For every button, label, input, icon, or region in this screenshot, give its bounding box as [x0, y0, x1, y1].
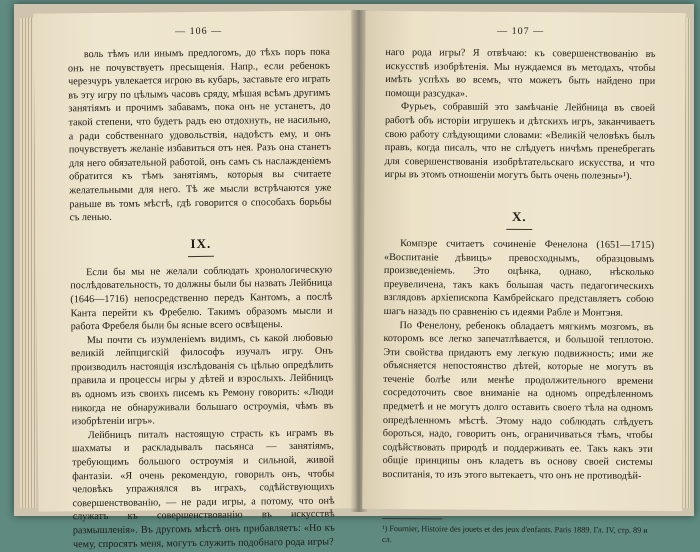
open-book — [14, 4, 694, 550]
footnote-rule — [382, 518, 442, 519]
section-heading: X. — [511, 208, 527, 224]
section-heading: IX. — [190, 235, 212, 251]
paragraph: Компэре считаетъ сочиненіе Фенелона (1651—1715) «Воспитаніе дѣвицъ» превосходнымъ, образцовымъ произведеніемъ. Это оцѣнка, однако, нѣсколько преувеличена, такъ какъ большая часть педагогическихъ взглядовъ архіепископа Камбрейскаго представляетъ собою шагъ назадъ по сравненію съ идеями Рабле и Монтэня. — [383, 238, 655, 319]
footnote-text: ¹) Fournier, Histoire des jouets et des jeux d'enfants. Paris 1889. Гл. IV, стр. 89 и сл. — [382, 523, 648, 544]
right-page-content — [382, 25, 656, 546]
paragraph: По Фенелону, ребенокъ обладаетъ мягкимъ мозгомъ, въ которомъ все легко запечатлѣвается, и большой теплотою. Эти свойства придаютъ ему легкую подвижность; ими же объясняется непостоянство дѣтей, которые не могутъ въ теченіе болѣе или менѣе продолжительного времени сосредоточить свое вниманіе на одномъ опредѣленномъ предметѣ и не могутъ долго оставить своего тѣла на одномъ опредѣленномъ мѣстѣ. Этому надо соблюдать слѣдуетъ бороться, надо, говоритъ онъ, ограничиваться тѣмъ, чтобы содѣйствовать природѣ и поддерживать ее. Такъ какъ эти общіе принципы онъ кладетъ въ основу своей системы воспитанія, то изъ этого вытекаетъ, что онъ не противодѣй- — [382, 319, 654, 482]
paragraph: наго рода игры? Я отвѣчаю: къ совершенствованію въ искусствѣ изобрѣтенія. Мы нуждаемся въ методахъ, чтобы имѣть успѣхъ во всемъ, что можетъ быть найдено при помощи разсудка». — [385, 47, 656, 100]
paragraph: Лейбницъ питалъ настоящую страсть къ играмъ въ шахматы и раскладывалъ пасьянса — занятіямъ, требующимъ большого остроумія и сильной, живой фантазіи. «Я очень рекомендую, говорилъ онъ, чтобы человѣкъ упражнялся въ играхъ, содѣйствующихъ совершенствованію, — не ради игры, а потому, что онѣ служатъ къ совершенствованію въ искусствѣ размышленія». Въ другомъ мѣстѣ онъ прибавляетъ: «Но къ чему, спросятъ меня, могутъ служить подобнаго рода игры? — [71, 427, 335, 550]
left-page-content — [68, 25, 335, 552]
paragraph: воль тѣмъ или инымъ предлогомъ, до тѣхъ поръ пока онъ не почувствуетъ пресыщенія. Напр., если ребенокъ черезчуръ увлекается игрою въ кубарь, заставьте его играть въ эту игру по цѣлымъ часовъ сряду, мѣшая всѣмъ другимъ занятіямъ и прочимъ забавамъ, пока онъ не устанетъ, до такой степени, что будетъ радъ ею отдохнуть, не насильно, а ради собственнаго удовольствія, надоѣстъ ему, и онъ почувствуетъ желаніе избавиться отъ нея. Разъ она станетъ для него обязательной работой, онъ самъ съ наслажденіемъ обратится къ тѣмъ занятіямъ, которыя вы считаете желательными для него. Тѣ же мысли встрѣчаются уже раньше въ томъ мѣстѣ, гдѣ говорится о способахъ борьбы съ ленью. — [67, 46, 332, 224]
footnote — [382, 514, 652, 547]
page-number: — 107 — — [497, 25, 545, 38]
page-number: — 106 — — [175, 25, 223, 38]
paragraph: Фурьеъ, собравшій это замѣчаніе Лейбница въ своей работѣ объ исторіи игрушекъ и дѣтскихъ игръ, заканчиваетъ свою работу слѣдующими словами: «Великій человѣкъ былъ правъ, когда писалъ, что не слѣдуетъ ничѣмъ пренебрегать для совершенствованія изобрѣтательскаго искусства, и что игры въ этомъ отношеніи могутъ быть очень полезны»¹). — [384, 101, 656, 183]
paragraph: Мы почти съ изумленіемъ видимъ, съ какой любовью великій лейпцигскій философъ изучалъ игру. Онъ производилъ настоящія изслѣдованія съ цѣлью опредѣлить правила и процессы игры у дѣтей и взрослыхъ. Лейбницъ въ одномъ изъ своихъ писемъ къ Ремону говорить: «Люди никогда не обнаруживали большаго остроумія, чѣмъ въ изобрѣтеніи игръ». — [70, 332, 334, 428]
heading-rule — [506, 229, 532, 230]
left-page — [33, 10, 356, 550]
paragraph: Если бы мы не желали соблюдать хронологическую послѣдовательность, то должны были бы назвать Лейбница (1646—1716) непосредственно передъ Кантомъ, а послѣ Канта перейти къ Фребелю. Такимъ образомъ мысли и работа Фребеля были бы ясные всего освѣщены. — [70, 264, 333, 333]
right-page — [362, 11, 685, 544]
heading-rule — [188, 256, 214, 257]
